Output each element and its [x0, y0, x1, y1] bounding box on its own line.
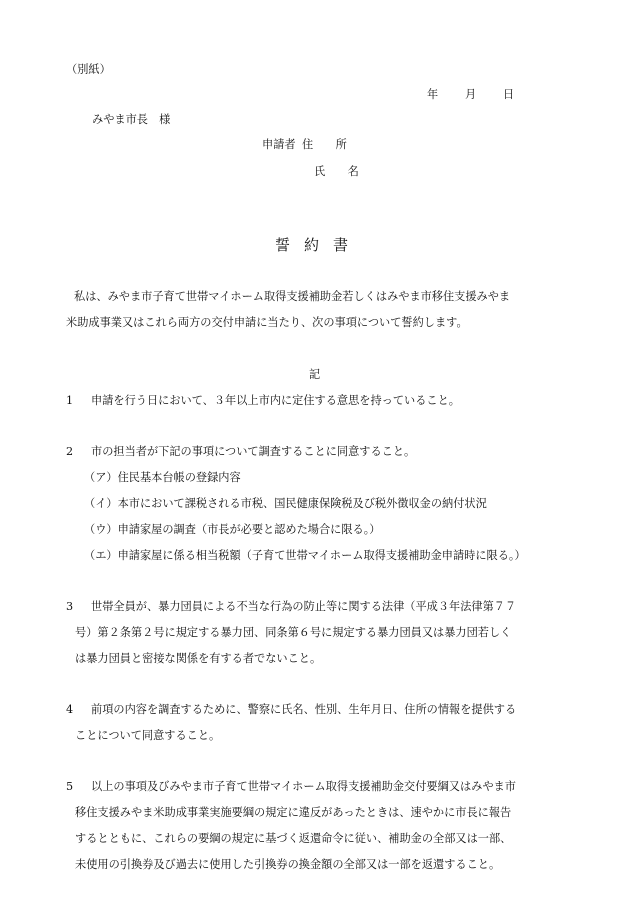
item-text-line-2: 号）第２条第２号に規定する暴力団、同条第６号に規定する暴力団員又は暴力団若しく — [75, 626, 512, 639]
item-number: 2 — [66, 445, 74, 458]
sub-item-i: （イ）本市において課税される市税、国民健康保険税及び税外徴収金の納付状況 — [84, 497, 487, 510]
item-number: 1 — [66, 394, 74, 407]
date-month: 月 — [465, 88, 477, 101]
item-number: 4 — [66, 703, 74, 716]
address-label: 住 所 — [302, 138, 347, 151]
intro-line-2: 米助成事業又はこれら両方の交付申請に当たり、次の事項について誓約します。 — [66, 316, 468, 329]
annex-label: （別紙） — [66, 63, 111, 76]
item-number: 5 — [66, 780, 74, 793]
item-text: 市の担当者が下記の事項について調査することに同意すること。 — [91, 445, 416, 458]
item-text-line-1: 世帯全員が、暴力団員による不当な行為の防止等に関する法律（平成３年法律第７７ — [91, 600, 517, 613]
item-text-line-1: 以上の事項及びみやま市子育て世帯マイホーム取得支援補助金交付要綱又はみやま市 — [91, 780, 516, 793]
item-number: 3 — [66, 600, 74, 613]
item-text-line-4: 未使用の引換券及び過去に使用した引換券の換金額の全部又は一部を返還すること。 — [75, 858, 501, 871]
applicant-address-line — [262, 139, 347, 150]
sub-item-a: （ア）住民基本台帳の登録内容 — [84, 471, 241, 484]
item-text-line-2: 移住支援みやま米助成事業実施要綱の規定に違反があったときは、速やかに市長に報告 — [75, 806, 512, 819]
intro-line-1: 私は、みやま市子育て世帯マイホーム取得支援補助金若しくはみやま市移住支援みやま — [74, 290, 511, 303]
item-text: 申請を行う日において、３年以上市内に定住する意思を持っていること。 — [91, 394, 460, 407]
date-line — [427, 89, 514, 100]
item-text-line-3: するとともに、これらの要綱の規定に基づく返還命令に従い、補助金の全部又は一部、 — [75, 832, 512, 845]
addressee: みやま市長 様 — [92, 113, 171, 126]
applicant-label: 申請者 — [262, 138, 296, 151]
item-text-line-1: 前項の内容を調査するために、警察に氏名、性別、生年月日、住所の情報を提供する — [91, 703, 517, 716]
sub-item-u: （ウ）申請家屋の調査（市長が必要と認めた場合に限る。） — [84, 523, 381, 536]
date-day: 日 — [503, 88, 515, 101]
item-text-line-2: ことについて同意すること。 — [75, 729, 221, 742]
sub-item-e: （エ）申請家屋に係る相当税額（子育て世帯マイホーム取得支援補助金申請時に限る。） — [84, 549, 526, 562]
applicant-name-label: 氏 名 — [314, 165, 359, 178]
item-text-line-3: は暴力団員と密接な関係を有する者でないこと。 — [75, 652, 322, 665]
date-year: 年 — [427, 88, 439, 101]
document-title: 誓約書 — [275, 236, 363, 254]
ki-heading: 記 — [309, 368, 321, 381]
